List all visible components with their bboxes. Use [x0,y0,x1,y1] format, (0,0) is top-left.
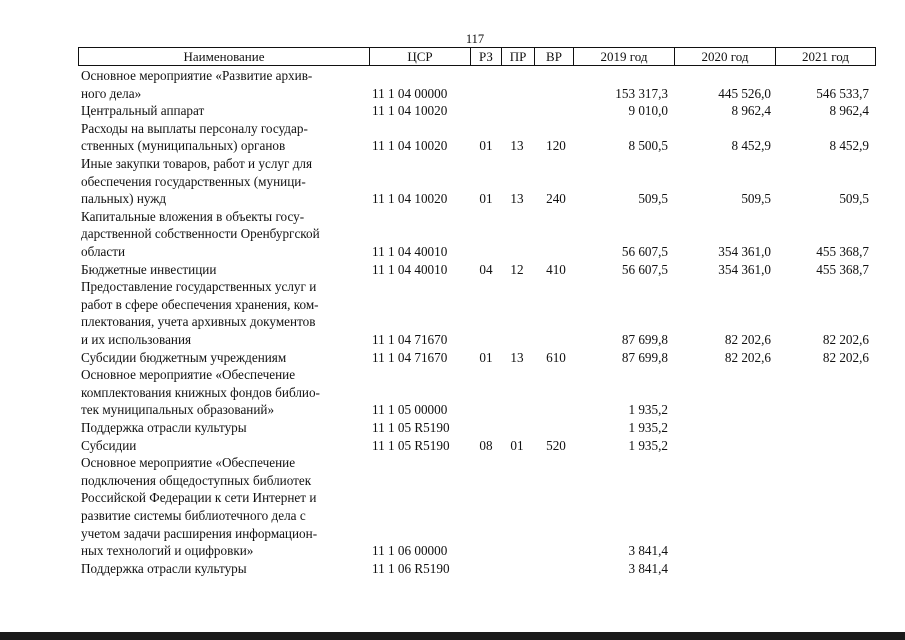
row-vr: 410 [546,261,566,277]
row-2021: 509,5 [839,191,869,207]
row-csr: 11 1 06 00000 [372,543,448,559]
row-2020: 82 202,6 [724,332,771,347]
row-csr: 11 1 04 00000 [372,85,448,101]
row-vr: 240 [546,191,566,207]
row-name-line: работ в сфере обеспечения хранения, ком- [81,296,319,312]
row-vr: 610 [546,349,566,365]
row-2019: 509,5 [638,191,668,207]
header-pr: ПР [502,47,535,66]
row-2021: 82 202,6 [822,349,869,365]
row-rz: 04 [479,261,493,277]
header-2021: 2021 год [776,47,876,66]
row-2019: 1 935,2 [628,420,668,435]
row-name-line: Центральный аппарат [81,103,205,119]
row-name-line: и их использования [81,332,192,347]
row-csr: 11 1 04 40010 [372,261,448,277]
row-name-line: плектования, учета архивных документов [81,314,316,330]
row-2021: 82 202,6 [822,332,869,347]
row-2020: 82 202,6 [724,349,771,365]
row-2021: 8 452,9 [829,138,869,154]
header-2020: 2020 год [675,47,776,66]
row-csr: 11 1 05 R5190 [372,420,450,435]
row-name-line: ного дела» [81,85,142,101]
row-rz: 01 [479,191,493,207]
row-name-line: Субсидии [81,437,137,453]
row-2019: 87 699,8 [621,332,668,347]
row-name-line: ственных (муниципальных) органов [81,138,286,154]
row-name-line: Субсидии бюджетным учреждениям [81,349,287,365]
row-name-line: Основное мероприятие «Обеспечение [81,367,296,383]
row-name-line: Капитальные вложения в объекты госу- [81,208,305,224]
row-name-line: Поддержка отрасли культуры [81,420,247,435]
page-number: 117 [465,32,485,46]
row-2020: 8 452,9 [731,138,771,154]
row-name-line: подключения общедоступных библиотек [81,472,312,488]
row-vr: 120 [546,138,566,154]
row-pr: 12 [510,261,524,277]
row-name-line: пальных) нужд [81,191,167,207]
row-csr: 11 1 04 71670 [372,332,448,347]
row-name-line: Расходы на выплаты персоналу государ- [81,120,308,136]
row-2019: 9 010,0 [628,103,668,119]
row-2019: 3 841,4 [628,543,668,559]
row-name-line: тек муниципальных образований» [81,402,275,418]
header-name: Наименование [78,47,370,66]
row-name-line: дарственной собственности Оренбургской [81,226,320,242]
row-2019: 1 935,2 [628,402,668,418]
row-2021: 455 368,7 [816,261,869,277]
row-2020: 354 361,0 [718,261,771,277]
row-name-line: Основное мероприятие «Развитие архив- [81,68,313,83]
row-csr: 11 1 04 10020 [372,103,448,119]
row-2020: 354 361,0 [718,244,771,259]
row-name-line: развитие системы библиотечного дела с [81,508,306,523]
row-rz: 08 [479,437,493,453]
row-csr: 11 1 04 10020 [372,138,448,154]
bottom-border [0,632,905,640]
row-2021: 8 962,4 [829,103,869,119]
row-2019: 56 607,5 [621,261,668,277]
header-csr: ЦСР [370,47,471,66]
row-2019: 56 607,5 [621,244,668,259]
header-2019: 2019 год [574,47,675,66]
row-2021: 546 533,7 [816,85,869,101]
row-pr: 13 [510,138,524,154]
row-name-line: Иные закупки товаров, работ и услуг для [81,156,313,171]
row-2020: 445 526,0 [718,85,771,101]
row-name-line: Российской Федерации к сети Интернет и [81,490,317,506]
row-2019: 3 841,4 [628,560,668,576]
row-name-line: области [81,244,126,259]
header-rz: РЗ [471,47,502,66]
row-2019: 87 699,8 [621,349,668,365]
row-rz: 01 [479,349,493,365]
row-rz: 01 [479,138,493,154]
row-pr: 13 [510,349,524,365]
row-name-line: Поддержка отрасли культуры [81,560,247,576]
row-2020: 509,5 [741,191,771,207]
row-name-line: Основное мероприятие «Обеспечение [81,455,296,471]
row-2019: 8 500,5 [628,138,668,154]
row-pr: 01 [510,437,524,453]
row-name-line: комплектования книжных фондов библио- [81,384,320,400]
row-csr: 11 1 05 00000 [372,402,448,418]
header-vr: ВР [535,47,574,66]
row-csr: 11 1 06 R5190 [372,560,450,576]
row-csr: 11 1 04 71670 [372,349,448,365]
row-name-line: Бюджетные инвестиции [81,261,217,277]
row-name-line: Предоставление государственных услуг и [81,279,317,295]
row-2021: 455 368,7 [816,244,869,259]
row-2020: 8 962,4 [731,103,771,119]
row-csr: 11 1 05 R5190 [372,437,450,453]
row-name-line: ных технологий и оцифровки» [81,543,254,559]
row-2019: 1 935,2 [628,437,668,453]
row-2019: 153 317,3 [615,85,668,101]
row-csr: 11 1 04 10020 [372,191,448,207]
row-name-line: обеспечения государственных (муници- [81,173,306,189]
row-vr: 520 [546,437,566,453]
row-name-line: учетом задачи расширения информацион- [81,525,318,541]
row-csr: 11 1 04 40010 [372,244,448,259]
row-pr: 13 [510,191,524,207]
